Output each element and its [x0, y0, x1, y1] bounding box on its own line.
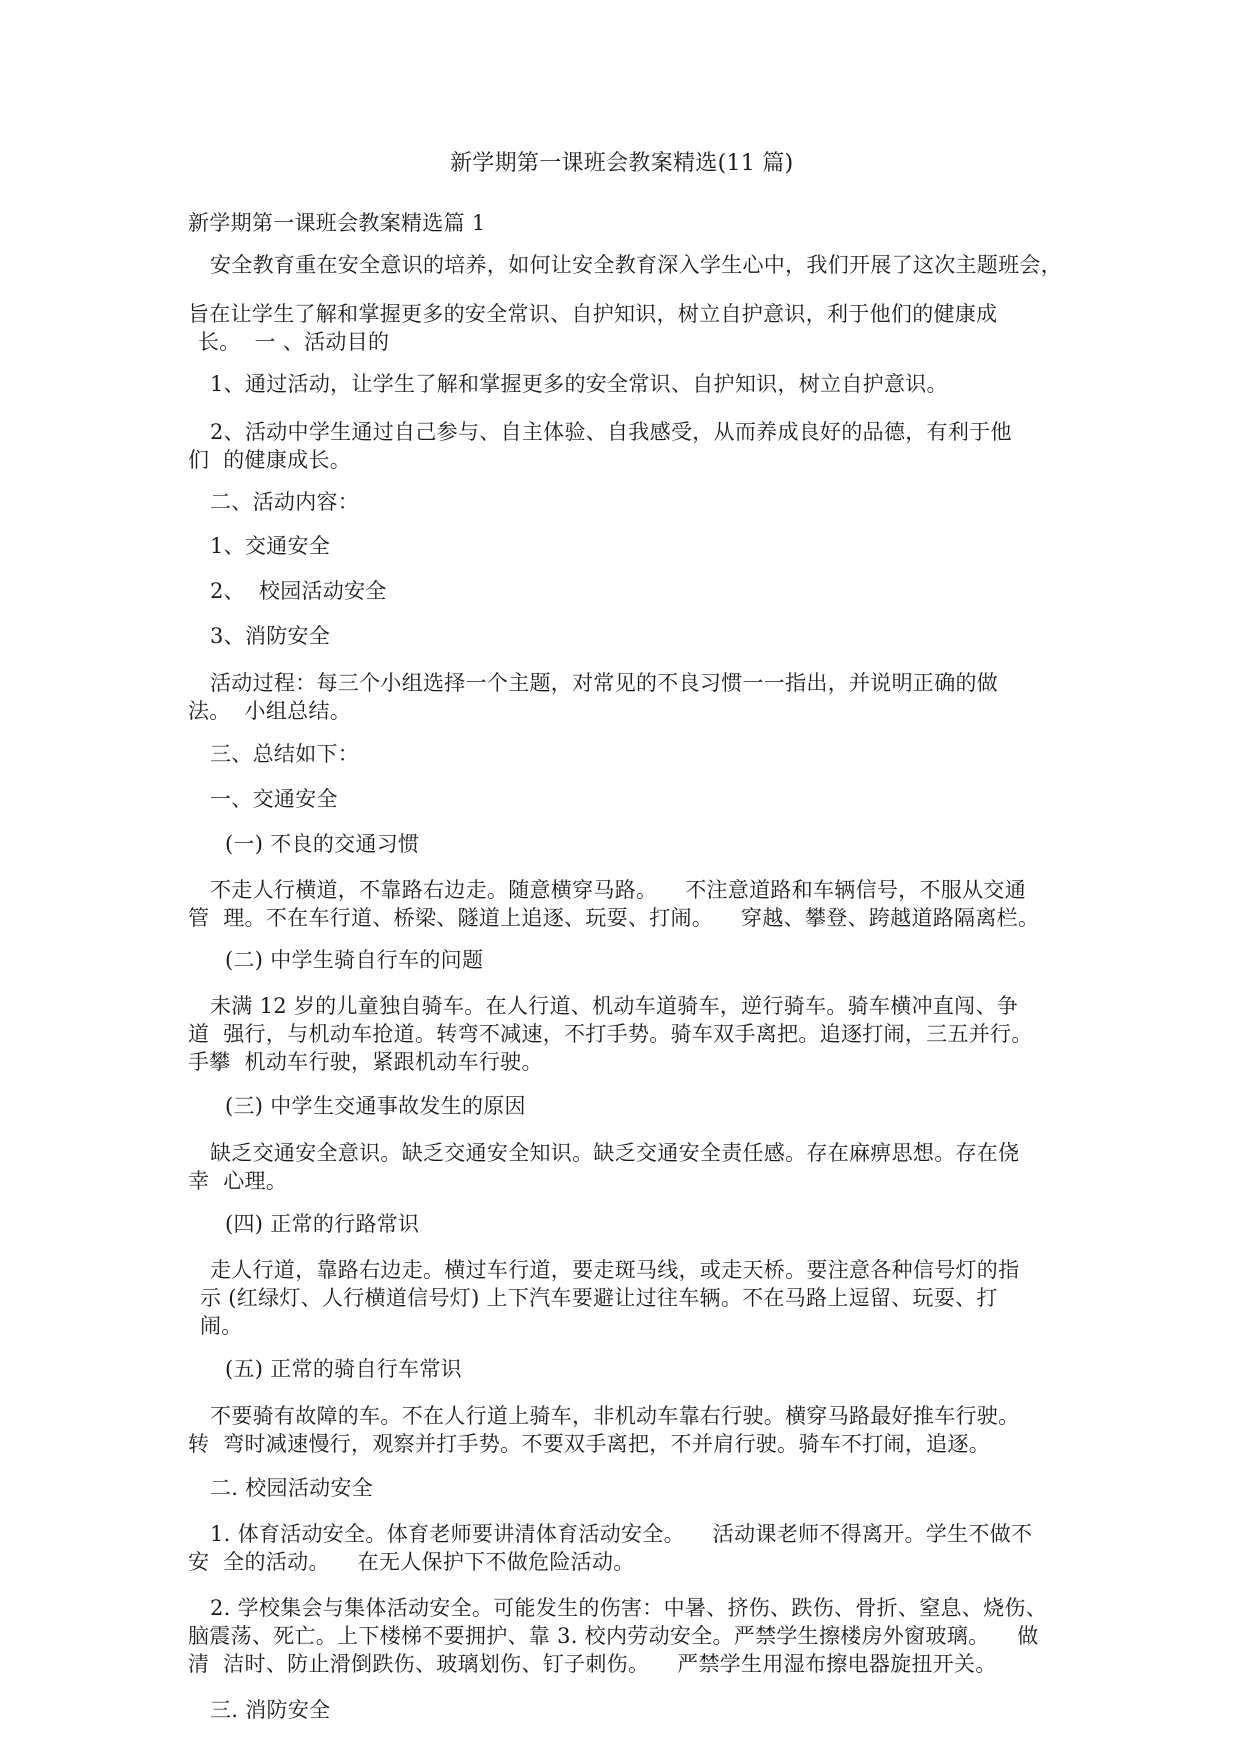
- paragraph-line: 不要骑有故障的车。不在人行道上骑车，非机动车靠右行驶。横穿马路最好推车行驶。: [210, 1404, 1020, 1428]
- list-item: 3、消防安全: [210, 624, 331, 648]
- subsection-heading: (二) 中学生骑自行车的问题: [225, 948, 484, 972]
- paragraph-line: 不走人行横道，不靠路右边走。随意横穿马路。 不注意道路和车辆信号，不服从交通: [210, 878, 1026, 902]
- subsection-heading: (一) 不良的交通习惯: [225, 832, 420, 856]
- list-item: 2、活动中学生通过自己参与、自主体验、自我感受，从而养成良好的品德，有利于他: [210, 420, 1012, 444]
- section-heading: 二、活动内容：: [210, 490, 360, 514]
- paragraph-line: 幸 心理。: [188, 1169, 288, 1193]
- paragraph-line: 道 强行，与机动车抢道。转弯不减速，不打手势。骑车双手离把。追逐打闹，三五并行。: [188, 1022, 1033, 1046]
- paragraph-line: 缺乏交通安全意识。缺乏交通安全知识。缺乏交通安全责任感。存在麻痹思想。存在侥: [210, 1141, 1020, 1165]
- paragraph-line: 长。 一 、活动目的: [198, 330, 390, 354]
- paragraph-line: 走人行道，靠路右边走。横过车行道，要走斑马线，或走天桥。要注意各种信号灯的指: [210, 1258, 1020, 1282]
- subsection-heading: (四) 正常的行路常识: [225, 1212, 420, 1236]
- paragraph-line: 安全教育重在安全意识的培养，如何让安全教育深入学生心中，我们开展了这次主题班会，: [210, 253, 1062, 277]
- paragraph-line: 活动过程：每三个小组选择一个主题，对常见的不良习惯一一指出，并说明正确的做: [210, 671, 999, 695]
- paragraph-line: 旨在让学生了解和掌握更多的安全常识、自护知识，树立自护意识，利于他们的健康成: [188, 302, 998, 326]
- paragraph-line: 脑震荡、死亡。上下楼梯不要拥护、靠 3. 校内劳动安全。严禁学生擦楼房外窗玻璃。 做: [188, 1624, 1039, 1648]
- list-item: 2、 校园活动安全: [210, 579, 387, 603]
- paragraph-line: 未满 12 岁的儿童独自骑车。在人行道、机动车道骑车，逆行骑车。骑车横冲直闯、争: [210, 994, 1019, 1018]
- list-item: 1、通过活动，让学生了解和掌握更多的安全常识、自护知识，树立自护意识。: [210, 372, 948, 396]
- section-heading: 新学期第一课班会教案精选篇 1: [188, 211, 486, 235]
- list-item: 1、交通安全: [210, 534, 331, 558]
- paragraph-line: 1. 体育活动安全。体育老师要讲清体育活动安全。 活动课老师不得离开。学生不做不: [210, 1522, 1033, 1546]
- paragraph-line: 法。 小组总结。: [188, 699, 352, 723]
- paragraph-line: 手攀 机动车行驶，紧跟机动车行驶。: [188, 1050, 543, 1074]
- paragraph-line: 2. 学校集会与集体活动安全。可能发生的伤害：中暑、挤伤、跌伤、骨折、窒息、烧伤、: [210, 1596, 1048, 1620]
- document-title: 新学期第一课班会教案精选(11 篇): [450, 151, 794, 176]
- list-item: 们 的健康成长。: [188, 448, 352, 472]
- paragraph-line: 闹。: [200, 1314, 243, 1338]
- subsection-heading: (五) 正常的骑自行车常识: [225, 1357, 462, 1381]
- paragraph-line: 清 洁时、防止滑倒跌伤、玻璃划伤、钉子刺伤。 严禁学生用湿布擦电器旋扭开关。: [188, 1652, 997, 1676]
- section-heading: 二. 校园活动安全: [210, 1476, 374, 1500]
- subsection-heading: (三) 中学生交通事故发生的原因: [225, 1094, 526, 1118]
- section-heading: 三、总结如下：: [210, 742, 360, 766]
- paragraph-line: 安 全的活动。 在无人保护下不做危险活动。: [188, 1550, 635, 1574]
- section-heading: 三. 消防安全: [210, 1698, 331, 1722]
- paragraph-line: 转 弯时减速慢行，观察并打手势。不要双手离把，不并肩行驶。骑车不打闹，追逐。: [188, 1432, 991, 1456]
- paragraph-line: 示 (红绿灯、人行横道信号灯) 上下汽车要避让过往车辆。不在马路上逗留、玩耍、打: [200, 1286, 998, 1310]
- section-heading: 一、交通安全: [210, 787, 338, 811]
- paragraph-line: 管 理。不在车行道、桥梁、隧道上追逐、玩耍、打闹。 穿越、攀登、跨越道路隔离栏。: [188, 906, 1040, 930]
